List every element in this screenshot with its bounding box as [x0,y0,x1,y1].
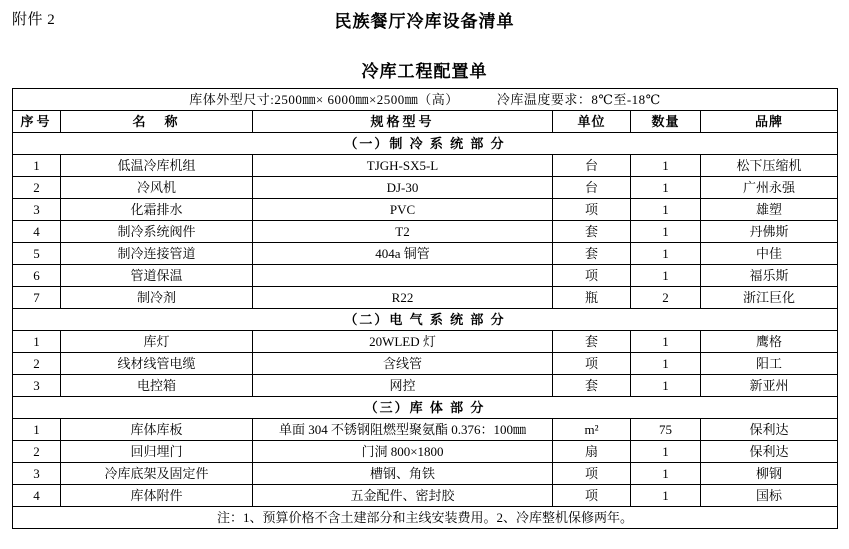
cell-unit: m² [553,419,631,441]
cell-no: 3 [13,375,61,397]
cell-name: 冷风机 [61,177,253,199]
cell-spec: 含线管 [253,353,553,375]
section-title: （二）电 气 系 统 部 分 [13,309,838,331]
dimension-row [13,89,838,111]
cell-spec: 门洞 800×1800 [253,441,553,463]
cell-unit: 台 [553,177,631,199]
cell-qty: 2 [631,287,701,309]
cell-unit: 扇 [553,441,631,463]
cell-brand: 广州永强 [701,177,838,199]
cell-no: 1 [13,419,61,441]
cell-brand: 浙江巨化 [701,287,838,309]
cell-qty: 1 [631,353,701,375]
temperature-text: 冷库温度要求：8℃至-18℃ [496,92,661,107]
section-title: （三）库 体 部 分 [13,397,838,419]
section-header-row [13,133,838,155]
cell-unit: 项 [553,463,631,485]
table-row [13,177,838,199]
cell-brand: 保利达 [701,419,838,441]
table-header-row [13,111,838,133]
table-row [13,441,838,463]
table-row [13,287,838,309]
cell-qty: 1 [631,155,701,177]
cell-name: 冷库底架及固定件 [61,463,253,485]
document-subtitle: 冷库工程配置单 [361,62,488,81]
cell-qty: 1 [631,485,701,507]
cell-unit: 套 [553,331,631,353]
dimension-cell [13,89,838,111]
cell-spec: R22 [253,287,553,309]
cell-name: 电控箱 [61,375,253,397]
cell-qty: 1 [631,199,701,221]
cell-brand: 柳钢 [701,463,838,485]
cell-name: 化霜排水 [61,199,253,221]
cell-name: 线材线管电缆 [61,353,253,375]
cell-spec: TJGH-SX5-L [253,155,553,177]
cell-brand: 国标 [701,485,838,507]
cell-name: 低温冷库机组 [61,155,253,177]
cell-brand: 阳工 [701,353,838,375]
table-row [13,485,838,507]
cell-no: 2 [13,441,61,463]
table-row [13,221,838,243]
column-header-unit: 单位 [553,111,631,133]
cell-unit: 瓶 [553,287,631,309]
cell-no: 4 [13,485,61,507]
cell-unit: 项 [553,485,631,507]
cell-spec: 20WLED 灯 [253,331,553,353]
cell-spec: 槽钢、角铁 [253,463,553,485]
table-row [13,155,838,177]
cell-brand: 福乐斯 [701,265,838,287]
cell-qty: 1 [631,221,701,243]
cell-unit: 项 [553,199,631,221]
cell-unit: 套 [553,221,631,243]
column-header-no: 序号 [13,111,61,133]
cell-name: 回归埋门 [61,441,253,463]
table-row [13,331,838,353]
cell-spec: 网控 [253,375,553,397]
cell-unit: 项 [553,265,631,287]
table-row [13,353,838,375]
cell-brand: 保利达 [701,441,838,463]
cell-name: 库灯 [61,331,253,353]
cell-brand: 新亚州 [701,375,838,397]
cell-qty: 1 [631,331,701,353]
table-row [13,243,838,265]
cell-no: 1 [13,155,61,177]
cell-brand: 中佳 [701,243,838,265]
cell-qty: 1 [631,463,701,485]
cell-spec: T2 [253,221,553,243]
cell-name: 库体附件 [61,485,253,507]
cell-spec: DJ-30 [253,177,553,199]
equipment-table [12,88,838,529]
cell-no: 5 [13,243,61,265]
footer-note: 注：1、预算价格不含土建部分和主线安装费用。2、冷库整机保修两年。 [13,507,838,529]
cell-unit: 项 [553,353,631,375]
cell-name: 管道保温 [61,265,253,287]
body-size-text: 库体外型尺寸:2500㎜× 6000㎜×2500㎜（高） [189,92,459,107]
cell-no: 6 [13,265,61,287]
cell-no: 7 [13,287,61,309]
column-header-brand: 品牌 [701,111,838,133]
cell-no: 4 [13,221,61,243]
cell-spec: PVC [253,199,553,221]
footer-note-row [13,507,838,529]
cell-unit: 套 [553,375,631,397]
cell-qty: 1 [631,177,701,199]
table-row [13,419,838,441]
cell-brand: 松下压缩机 [701,155,838,177]
cell-unit: 套 [553,243,631,265]
cell-unit: 台 [553,155,631,177]
cell-spec: 五金配件、密封胶 [253,485,553,507]
section-header-row [13,309,838,331]
document-title: 民族餐厅冷库设备清单 [334,12,515,31]
cell-no: 3 [13,463,61,485]
cell-name: 制冷连接管道 [61,243,253,265]
table-row [13,463,838,485]
cell-name: 制冷系统阀件 [61,221,253,243]
cell-qty: 1 [631,441,701,463]
section-title: （一）制 冷 系 统 部 分 [13,133,838,155]
cell-qty: 75 [631,419,701,441]
table-row [13,199,838,221]
attachment-label: 附件 2 [12,12,56,28]
cell-name: 制冷剂 [61,287,253,309]
cell-brand: 丹佛斯 [701,221,838,243]
cell-qty: 1 [631,265,701,287]
cell-qty: 1 [631,375,701,397]
cell-spec: 404a 铜管 [253,243,553,265]
cell-no: 2 [13,353,61,375]
cell-no: 1 [13,331,61,353]
cell-brand: 鹰格 [701,331,838,353]
cell-spec [253,265,553,287]
section-header-row [13,397,838,419]
cell-name: 库体库板 [61,419,253,441]
column-header-name: 名 称 [61,111,253,133]
cell-brand: 雄塑 [701,199,838,221]
table-row [13,375,838,397]
table-row [13,265,838,287]
cell-no: 2 [13,177,61,199]
cell-spec: 单面 304 不锈钢阻燃型聚氨酯 0.376：100㎜ [253,419,553,441]
column-header-spec: 规格型号 [253,111,553,133]
column-header-qty: 数量 [631,111,701,133]
cell-qty: 1 [631,243,701,265]
cell-no: 3 [13,199,61,221]
